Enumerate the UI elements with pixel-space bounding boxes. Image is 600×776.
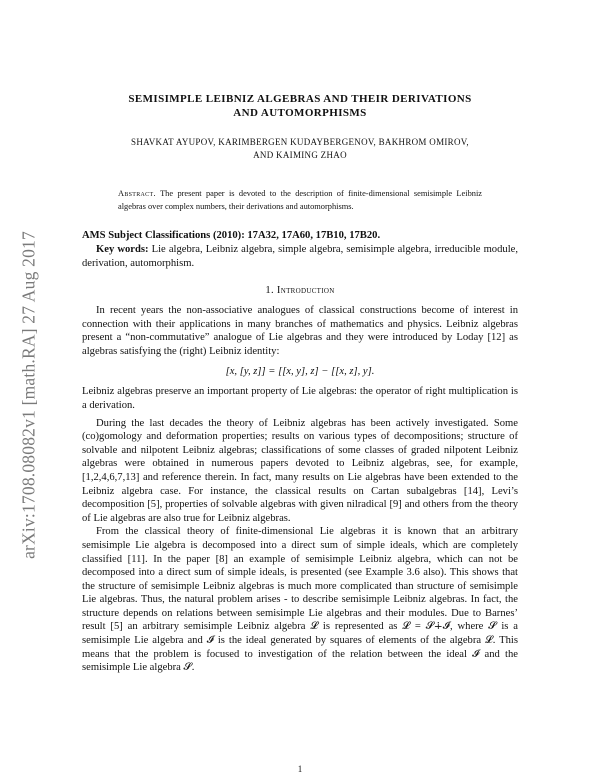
leibniz-identity-equation: [x, [y, z]] = [[x, y], z] − [[x, z], y]. <box>225 366 375 378</box>
keywords-label: Key words: <box>96 244 149 255</box>
paper-page <box>82 92 518 675</box>
keywords <box>82 243 518 271</box>
title-line-1: SEMISIMPLE LEIBNIZ ALGEBRAS AND THEIR DERIVATIONS <box>128 93 472 105</box>
section-title: 1. Introduction <box>265 285 335 296</box>
ams-classification <box>82 229 518 243</box>
authors-line-1: SHAVKAT AYUPOV, KARIMBERGEN KUDAYBERGENOV, BAKHROM OMIROV, <box>131 137 469 147</box>
authors-line-2: AND KAIMING ZHAO <box>253 150 347 160</box>
abstract-text: The present paper is devoted to the description of finite-dimensional semisimple Leibniz algebras over complex numbers, their derivations and automorphisms. <box>118 189 482 211</box>
keywords-text: Lie algebra, Leibniz algebra, simple algebra, semisimple algebra, irreducible module, derivation, automorphism. <box>82 244 518 269</box>
paragraph-4: From the classical theory of finite-dimensional Lie algebras it is known that an arbitrary semisimple Lie algebra is decomposed into a direct sum of simple ideals, which are completely classified [11]. In the paper [8] an example of semisimple Leibniz algebra, which can not be decomposed into a direct sum of simple ideals, is presented (see Example 3.6 also). This shows that the structure of semisimple Leibniz algebras is much more complicated than structure of semisimple Lie algebras. Thus, the natural problem arises - to describe semisimple Leibniz algebras. In fact, the structure depends on relations between semisimple Lie algebras and their modules. Due to Barnes’ result [5] an arbitrary semisimple Leibniz algebra 𝓛 is represented as 𝓛 = 𝓢∔𝓘, where 𝓢 is a semisimple Lie algebra and 𝓘 is the ideal generated by squares of elements of the algebra 𝓛. This means that the problem is focused to investigation of the relation between the ideal 𝓘 and the semisimple Lie algebra 𝓢. <box>82 526 518 674</box>
paragraph-2: Leibniz algebras preserve an important property of Lie algebras: the operator of right multiplication is a derivation. <box>82 386 518 411</box>
abstract <box>118 188 482 213</box>
page-number: 1 <box>297 764 303 774</box>
title-line-2: AND AUTOMORPHISMS <box>233 107 367 119</box>
arxiv-stamp-text: arXiv:1708.08082v1 [math.RA] 27 Aug 2017 <box>18 231 39 559</box>
arxiv-stamp <box>14 200 44 590</box>
paragraph-1: In recent years the non-associative analogues of classical constructions become of interest in connection with their applications in many branches of mathematics and physics. Leibniz algebras present a “non-commutative” analogue of Lie algebras and they were introduced by Loday [12] as algebras satisfying the (right) Leibniz identity: <box>82 305 518 357</box>
ams-codes: 17A32, 17A60, 17B10, 17B20. <box>244 230 381 241</box>
ams-label: AMS Subject Classifications (2010): <box>82 230 245 241</box>
authors <box>82 136 518 162</box>
paragraph-3: During the last decades the theory of Leibniz algebras has been actively investigated. Some (co)gomology and deformation properties; results on various types of decompositions; structure of solvable and nilpotent Leibniz algebras; classifications of some classes of graded nilpotent Leibniz algebras were obtained in numerous papers devoted to Leibniz algebras, see, for example, [1,2,4,6,7,13] and reference therein. In fact, many results on Lie algebras have been extended to the Leibniz algebra case. For instance, the classical results on Cartan subalgebras [14], Levi’s decomposition [5], properties of solvable algebras with given nilradical [9] and others from the theory of Lie algebras are also true for Leibniz algebras. <box>82 417 518 524</box>
paper-title <box>82 92 518 120</box>
abstract-label: Abstract. <box>118 189 156 198</box>
